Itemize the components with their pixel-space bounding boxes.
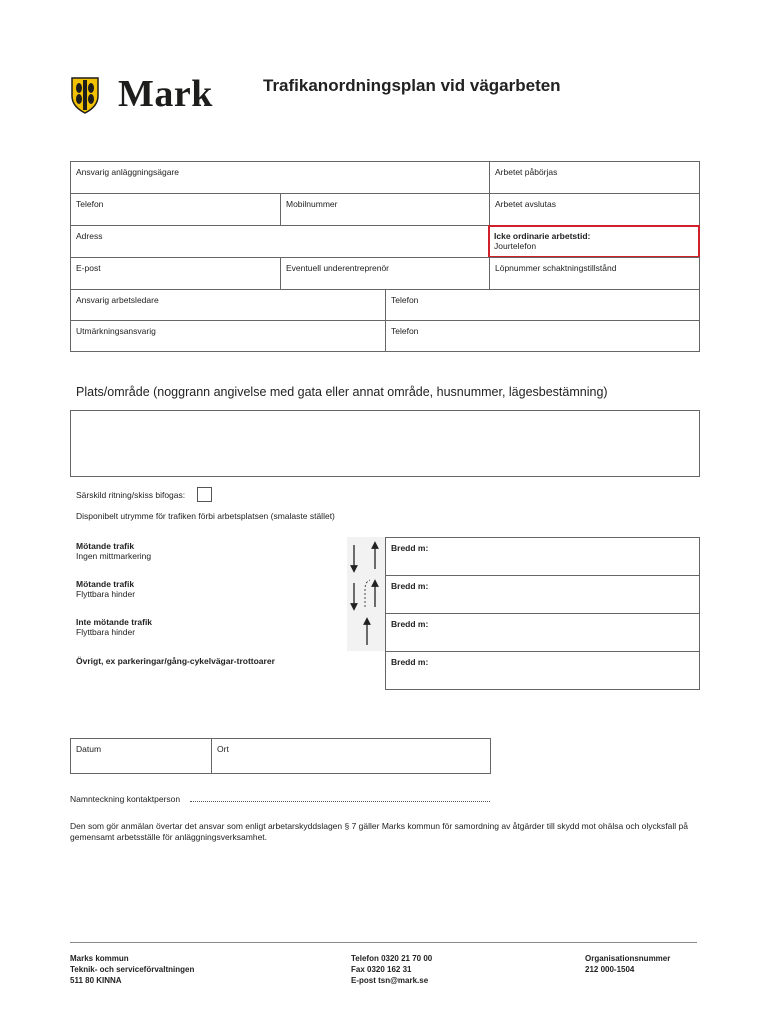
label: Telefon (76, 199, 104, 209)
arrows-icon (347, 537, 385, 651)
bredd-field-3[interactable] (385, 613, 700, 652)
label: Ansvarig arbetsledare (76, 295, 159, 305)
traffic-row-4 (76, 656, 275, 666)
field-underentreprenor[interactable] (280, 257, 490, 290)
row-sub: Flyttbara hinder (76, 589, 136, 599)
label: E-post (76, 263, 101, 273)
traffic-arrows (347, 537, 385, 651)
traffic-row-1 (76, 541, 151, 561)
label: Bredd m: (391, 619, 429, 629)
footer-divider (70, 942, 697, 943)
namnteckning-label: Namnteckning kontaktperson (70, 794, 181, 804)
field-telefon-arbetsledare[interactable] (385, 289, 700, 321)
label: Mobilnummer (286, 199, 338, 209)
footer-line: 212 000-1504 (585, 965, 635, 974)
label: Ort (217, 744, 229, 754)
sarskild-label: Särskild ritning/skiss bifogas: (76, 490, 186, 500)
disponibelt-label: Disponibelt utrymme för trafiken förbi arbetsplatsen (smalaste stället) (76, 511, 335, 521)
field-adress[interactable] (70, 225, 490, 258)
footer-address (70, 953, 194, 986)
coat-of-arms-icon (70, 76, 100, 114)
label: Arbetet avslutas (495, 199, 556, 209)
footer-line: Organisationsnummer (585, 954, 671, 963)
plats-textarea[interactable] (70, 410, 700, 477)
label: Bredd m: (391, 581, 429, 591)
label: Utmärkningsansvarig (76, 326, 156, 336)
row-sub: Flyttbara hinder (76, 627, 136, 637)
field-utmarkningsansvarig[interactable] (70, 320, 386, 352)
label: Bredd m: (391, 657, 429, 667)
field-telefon-utmarkning[interactable] (385, 320, 700, 352)
traffic-row-2 (76, 579, 135, 599)
label-jourtelefon: Jourtelefon (494, 241, 537, 251)
field-datum[interactable] (70, 738, 212, 774)
row-title: Inte mötande trafik (76, 617, 153, 627)
field-epost[interactable] (70, 257, 281, 290)
page-title: Trafikanordningsplan vid vägarbeten (263, 76, 561, 95)
disclaimer-text: Den som gör anmälan övertar det ansvar som enligt arbetarskyddslagen § 7 gäller Marks kommun för samordning av åtgärder till skydd mot ohälsa och olycksfall på gemensamt arbetsställe för anläggningsverksamhet. (70, 821, 688, 842)
row-sub: Ingen mittmarkering (76, 551, 152, 561)
traffic-row-3 (76, 617, 152, 637)
footer-line: E-post tsn@mark.se (351, 976, 429, 985)
field-arbetet-avslutas[interactable] (489, 193, 700, 226)
label: Ansvarig anläggningsägare (76, 167, 180, 177)
footer-contact (351, 953, 432, 986)
label: Arbetet påbörjas (495, 167, 558, 177)
field-lopnummer[interactable] (489, 257, 700, 290)
logo (70, 74, 230, 118)
field-arbetet-paborjas[interactable] (489, 161, 700, 194)
bredd-field-1[interactable] (385, 537, 700, 576)
label: Adress (76, 231, 103, 241)
label: Telefon (391, 326, 419, 336)
field-jourtelefon[interactable] (488, 225, 700, 258)
logo-text: Mark (118, 73, 213, 115)
label: Bredd m: (391, 543, 429, 553)
field-mobilnummer[interactable] (280, 193, 490, 226)
field-telefon[interactable] (70, 193, 281, 226)
footer-orgnr (585, 953, 670, 975)
signature-line[interactable] (190, 801, 490, 802)
bredd-field-4[interactable] (385, 651, 700, 690)
row-title: Mötande trafik (76, 579, 135, 589)
footer-line: 511 80 KINNA (70, 976, 122, 985)
footer-line: Teknik- och serviceförvaltningen (70, 965, 195, 974)
field-ort[interactable] (211, 738, 491, 774)
bredd-field-2[interactable] (385, 575, 700, 614)
plats-title: Plats/område (noggrann angivelse med gata eller annat område, husnummer, lägesbestämning) (76, 385, 608, 399)
label: Löpnummer schaktningstillstånd (495, 263, 617, 273)
label: Datum (76, 744, 102, 754)
footer-line: Telefon 0320 21 70 00 (351, 954, 433, 963)
field-ansvarig-anlaggningsagare[interactable] (70, 161, 490, 194)
footer-line: Fax 0320 162 31 (351, 965, 412, 974)
label: Telefon (391, 295, 419, 305)
field-ansvarig-arbetsledare[interactable] (70, 289, 386, 321)
label: Eventuell underentreprenör (286, 263, 390, 273)
footer-line: Marks kommun (70, 954, 129, 963)
label-icke-ordinarie: Icke ordinarie arbetstid: (494, 231, 591, 241)
sarskild-checkbox[interactable] (197, 487, 212, 502)
row-title: Övrigt, ex parkeringar/gång-cykelvägar-trottoarer (76, 656, 275, 666)
row-title: Mötande trafik (76, 541, 135, 551)
